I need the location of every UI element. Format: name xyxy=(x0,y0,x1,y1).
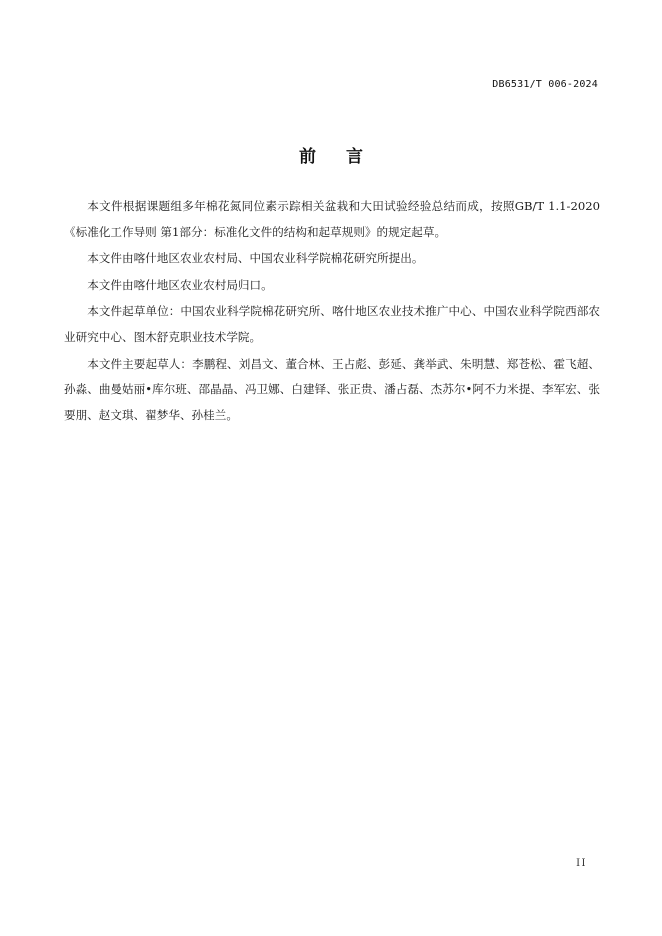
page-title: 前言 xyxy=(299,147,393,167)
document-code: DB6531/T 006-2024 xyxy=(492,79,598,90)
paragraph-proposer: 本文件由喀什地区农业农村局、中国农业科学院棉花研究所提出。 xyxy=(87,251,424,266)
paragraph-drafters: 本文件主要起草人：李鹏程、刘昌文、董合林、王占彪、彭延、龚举武、朱明慧、郑苍松、霍飞超、孙淼、曲曼姑丽•库尔班、邵晶晶、冯卫娜、白建铎、张正贵、潘占磊、杰苏尔•阿不力米提、李军宏、张要朋、赵文琪、翟梦华、孙桂兰。 xyxy=(64,356,600,422)
paragraph-centralizing-unit: 本文件由喀什地区农业农村局归口。 xyxy=(87,277,273,292)
paragraph-drafting-units: 本文件起草单位：中国农业科学院棉花研究所、喀什地区农业技术推广中心、中国农业科学院西部农业研究中心、图木舒克职业技术学院。 xyxy=(64,304,600,344)
foreword-body xyxy=(64,194,600,429)
paragraph-basis: 本文件根据课题组多年棉花氮同位素示踪相关盆栽和大田试验经验总结而成，按照GB/T 1.1-2020《标准化工作导则 第1部分：标准化文件的结构和起草规则》的规定起草。 xyxy=(64,199,600,239)
page-number: II xyxy=(576,858,587,869)
